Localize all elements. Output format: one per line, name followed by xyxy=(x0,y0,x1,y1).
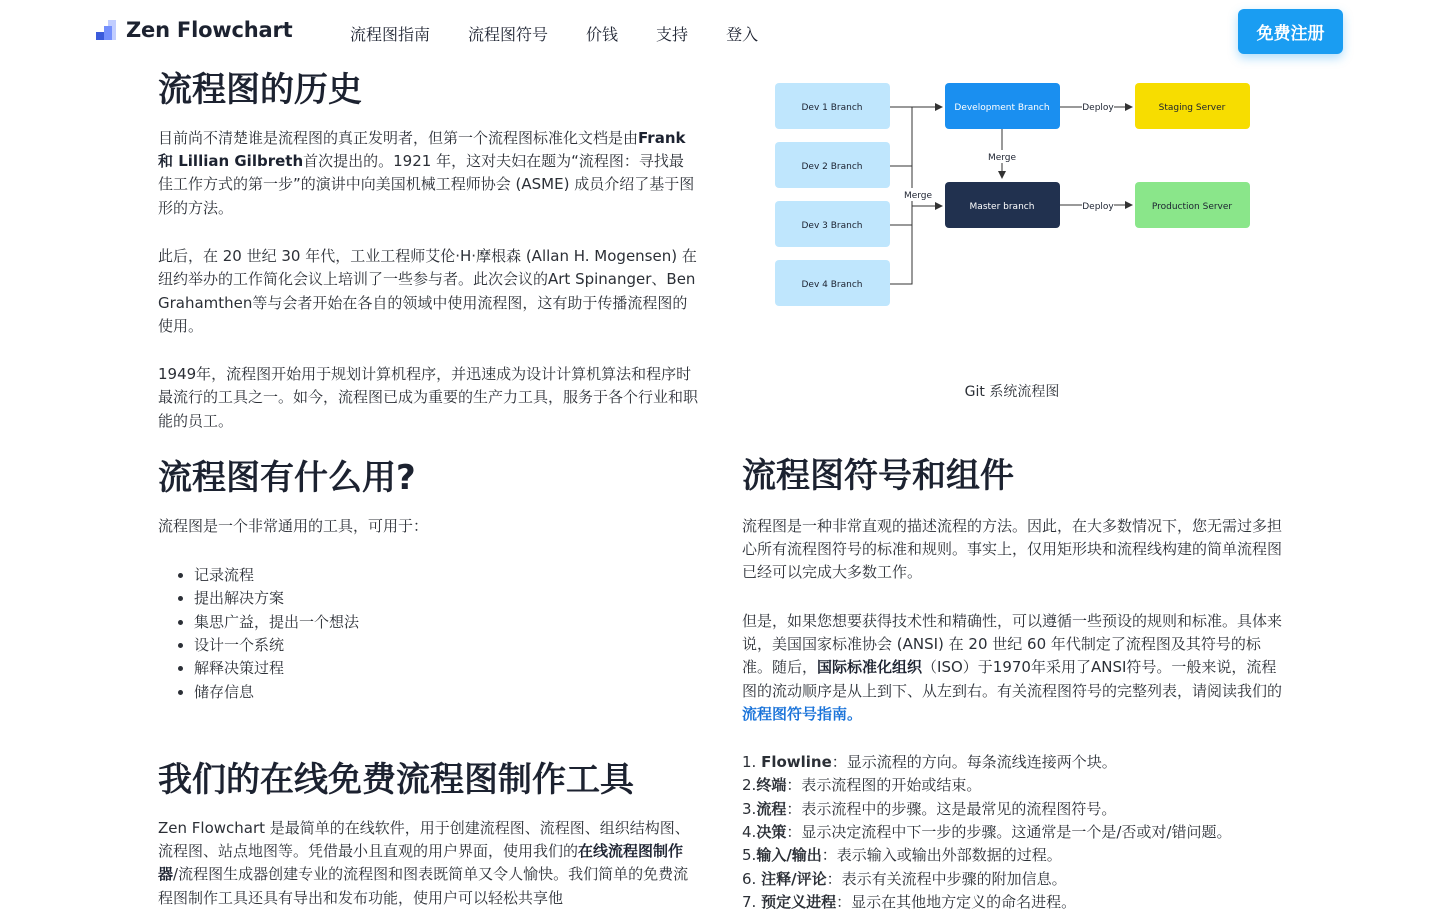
merge-label-left: Merge xyxy=(903,191,933,201)
tool-text-a: Zen Flowchart 是最简单的在线软件，用于创建流程图、流程图、组织结构图、流程图、站点地图等。凭借最小且直观的用户界面，使用我们的 xyxy=(158,818,690,861)
nav-login[interactable]: 登入 xyxy=(726,25,759,44)
tool-paragraph xyxy=(158,817,698,910)
history-p1-text-c: 首次提出的。1921 年，这对夫妇在题为“流程图：寻找最佳工作方式的第一步”的演讲中向美国机械工程师协会 (ASME) 成员介绍了基于图形的方法。 xyxy=(158,152,695,217)
list-item: 7. 预定义进程：显示在其他地方定义的命名进程。 xyxy=(742,892,1077,911)
history-section xyxy=(158,70,698,433)
uses-intro: 流程图是一个非常通用的工具，可用于： xyxy=(158,516,429,535)
staging-server-label: Staging Server xyxy=(1158,103,1226,113)
symbols-paragraph-2 xyxy=(742,610,1282,726)
production-server-node xyxy=(1135,182,1250,228)
git-flowchart-diagram xyxy=(772,78,1252,313)
history-paragraph-1 xyxy=(158,127,698,220)
free-signup-button[interactable]: 免费注册 xyxy=(1238,9,1343,54)
symbols-paragraph-1: 流程图是一种非常直观的描述流程的方法。因此，在大多数情况下，您无需过多担心所有流程图符号的标准和规则。事实上，仅用矩形块和流程线构建的简单流程图已经可以完成大多数工作。 xyxy=(742,516,1283,582)
list-item: 3.流程：表示流程中的步骤。这是最常见的流程图符号。 xyxy=(742,799,1117,818)
symbols-p2-text-a: 但是，如果您想要获得技术性和精确性，可以遵循一些预设的规则和标准。具体来说，美国国家标准协会 (ANSI) 在 20 世纪 60 年代制定了流程图及其符号的标准。随后， xyxy=(742,611,1283,677)
dev-branch-2 xyxy=(775,142,890,188)
list-item: 2.终端：表示流程图的开始或结束。 xyxy=(742,776,982,795)
logo[interactable] xyxy=(96,18,292,42)
symbols-p2-text-c: （ISO）于1970年采用了ANSI符号。一般来说，流程图的流动顺序是从上到下、从左到右。有关流程图符号的完整列表，请阅读我们的 xyxy=(742,658,1283,700)
merge-label-middle: Merge xyxy=(987,153,1017,163)
tool-title: 我们的在线免费流程图制作工具 xyxy=(158,760,634,800)
dev-branch-4 xyxy=(775,260,890,306)
dev-branch-1-label: Dev 1 Branch xyxy=(801,103,863,113)
deploy-label-top: Deploy xyxy=(1082,103,1114,113)
main-nav xyxy=(350,22,758,45)
production-server-label: Production Server xyxy=(1151,202,1233,212)
tool-section xyxy=(158,760,698,910)
uses-list xyxy=(158,564,698,704)
diagram-caption: Git 系统流程图 xyxy=(964,384,1060,400)
history-paragraph-2: 此后，在 20 世纪 30 年代，工业工程师艾伦·H·摩根森 (Allan H. Mogensen) 在纽约举办的工作简化会议上培训了一些参与者。此次会议的Art Spinanger、Ben Grahamthen等与会者开始在各自的领域中使用流程图，这有助于传播流程图的使用。 xyxy=(158,246,697,335)
development-branch-label: Development Branch xyxy=(954,103,1050,113)
history-p1-gilbreth: Frank 和 Lillian Gilbreth xyxy=(158,128,686,171)
dev-branch-1 xyxy=(775,83,890,129)
logo-icon xyxy=(96,20,116,40)
staging-server-node xyxy=(1135,83,1250,129)
master-branch-label: Master branch xyxy=(969,202,1035,212)
symbols-title: 流程图符号和组件 xyxy=(742,456,1014,496)
nav-pricing[interactable]: 价钱 xyxy=(586,25,619,44)
list-item: • 设计一个系统 xyxy=(194,634,698,657)
site-header xyxy=(0,0,1440,64)
list-item: • 储存信息 xyxy=(194,681,698,704)
list-item: 5.输入/输出：表示输入或输出外部数据的过程。 xyxy=(742,846,1062,865)
development-branch-node xyxy=(945,83,1060,129)
list-item: • 提出解决方案 xyxy=(194,587,698,610)
history-paragraph-3: 1949年，流程图开始用于规划计算机程序，并迅速成为设计计算机算法和程序时最流行的工具之一。如今，流程图已成为重要的生产力工具，服务于各个行业和职能的员工。 xyxy=(158,365,699,430)
tool-text-c: /流程图生成器创建专业的流程图和图表既简单又令人愉快。我们简单的免费流程图制作工具还具有导出和发布功能，使用户可以轻松共享他 xyxy=(158,865,689,907)
dev-branch-4-label: Dev 4 Branch xyxy=(801,280,863,290)
nav-support[interactable]: 支持 xyxy=(656,25,689,44)
list-item: 1. Flowline：显示流程的方向。每条流线连接两个块。 xyxy=(742,753,1117,772)
symbols-p2-iso: 国际标准化组织 xyxy=(817,658,923,677)
history-p1-text-a: 目前尚不清楚谁是流程图的真正发明者，但第一个流程图标准化文档是由 xyxy=(158,128,639,147)
nav-flowchart-guide[interactable]: 流程图指南 xyxy=(350,25,431,44)
deploy-label-bottom: Deploy xyxy=(1082,202,1114,212)
list-item: • 记录流程 xyxy=(194,564,698,587)
uses-title: 流程图有什么用? xyxy=(158,458,416,498)
symbols-guide-link[interactable]: 流程图符号指南。 xyxy=(742,704,863,723)
master-branch-node xyxy=(945,182,1060,228)
dev-branch-3-label: Dev 3 Branch xyxy=(801,221,863,231)
symbols-list xyxy=(742,751,1282,914)
uses-section xyxy=(158,458,698,704)
nav-flowchart-symbols[interactable]: 流程图符号 xyxy=(468,25,549,44)
tool-online-maker: 在线流程图制作器 xyxy=(158,842,684,884)
list-item: 4.决策：显示决定流程中下一步的步骤。这通常是一个是/否或对/错问题。 xyxy=(742,823,1232,842)
list-item: 6. 注释/评论：表示有关流程中步骤的附加信息。 xyxy=(742,869,1067,888)
dev-branch-3 xyxy=(775,201,890,247)
logo-text: Zen Flowchart xyxy=(126,18,293,42)
history-title: 流程图的历史 xyxy=(158,70,362,110)
symbols-section xyxy=(742,456,1282,914)
dev-branch-2-label: Dev 2 Branch xyxy=(801,162,863,172)
list-item: • 解释决策过程 xyxy=(194,657,698,680)
list-item: • 集思广益，提出一个想法 xyxy=(194,611,698,634)
